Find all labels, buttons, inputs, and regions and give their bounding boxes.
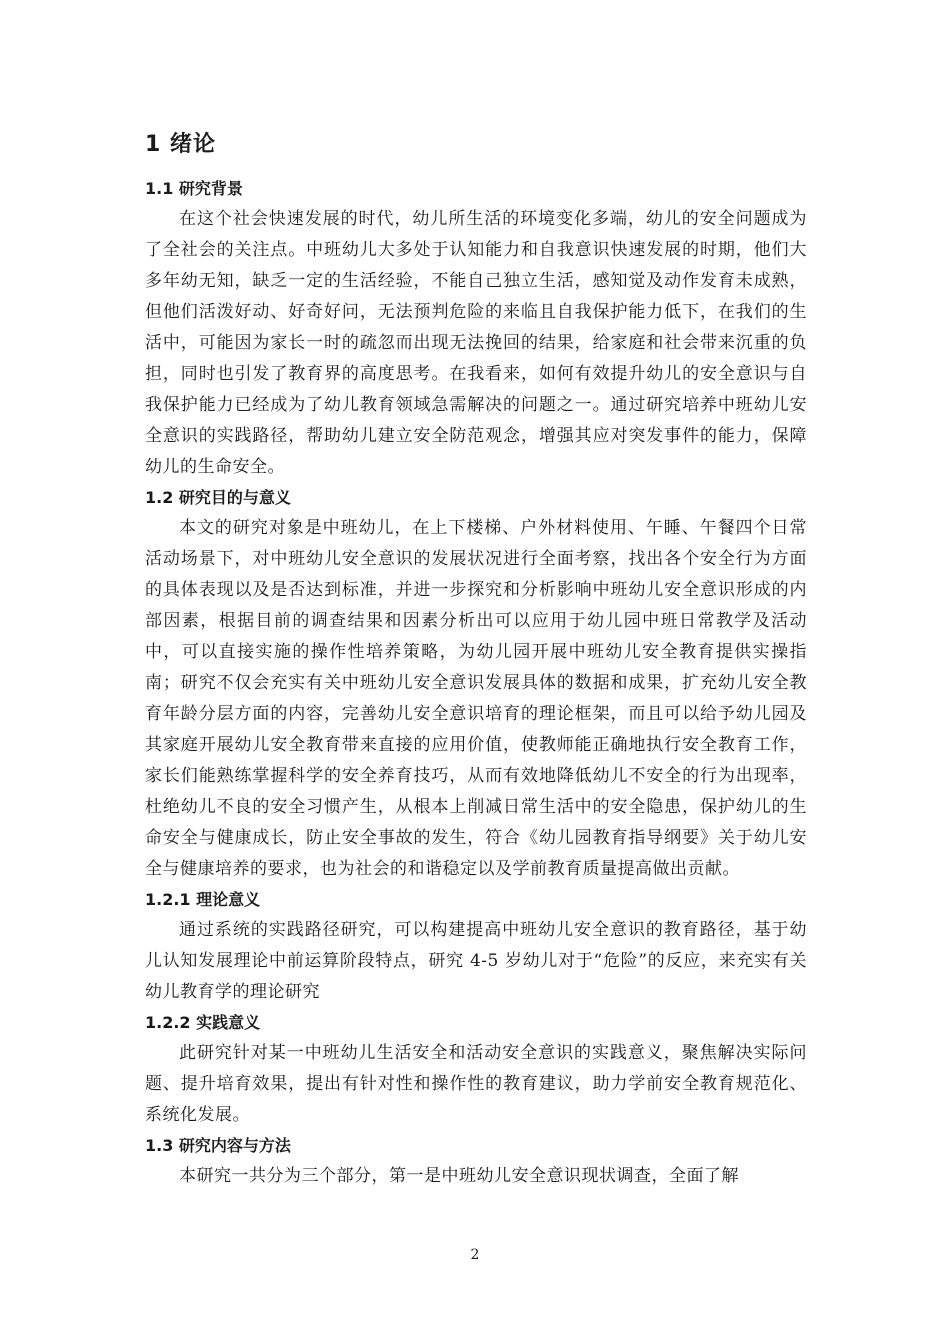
chapter-heading: 1 绪论 [145, 132, 216, 157]
paragraph-theoretical-significance: 通过系统的实践路径研究，可以构建提高中班幼儿安全意识的教育路径，基于幼儿认知发展理论中前运算阶段特点，研究 4-5 岁幼儿对于“危险”的反应，来充实有关幼儿教育学的理论研究 [145, 920, 807, 1002]
page-number: 2 [470, 1247, 480, 1263]
document-page [145, 120, 807, 1192]
paragraph-practical-significance: 此研究针对某一中班幼儿生活安全和活动安全意识的实践意义，聚焦解决实际问题、提升培育效果，提出有针对性和操作性的教育建议，助力学前安全教育规范化、系统化发展。 [145, 1043, 807, 1125]
paragraph-content-methods: 本研究一共分为三个部分，第一是中班幼儿安全意识现状调查，全面了解 [179, 1166, 739, 1186]
section-heading-1-2-2: 1.2.2 实践意义 [145, 1013, 261, 1032]
paragraph-research-background: 在这个社会快速发展的时代，幼儿所生活的环境变化多端，幼儿的安全问题成为了全社会的关注点。中班幼儿大多处于认知能力和自我意识快速发展的时期，他们大多年幼无知，缺乏一定的生活经验，不能自己独立生活，感知觉及动作发育未成熟，但他们活泼好动、好奇好问，无法预判危险的来临且自我保护能力低下，在我们的生活中，可能因为家长一时的疏忽而出现无法挽回的结果，给家庭和社会带来沉重的负担，同时也引发了教育界的高度思考。在我看来，如何有效提升幼儿的安全意识与自我保护能力已经成为了幼儿教育领域急需解决的问题之一。通过研究培养中班幼儿安全意识的实践路径，帮助幼儿建立安全防范观念，增强其应对突发事件的能力，保障幼儿的生命安全。 [145, 209, 807, 477]
section-heading-1-2-1: 1.2.1 理论意义 [145, 890, 261, 909]
section-heading-1-3: 1.3 研究内容与方法 [145, 1136, 291, 1155]
paragraph-purpose-significance: 本文的研究对象是中班幼儿，在上下楼梯、户外材料使用、午睡、午餐四个日常活动场景下，对中班幼儿安全意识的发展状况进行全面考察，找出各个安全行为方面的具体表现以及是否达到标准，并进一步探究和分析影响中班幼儿安全意识形成的内部因素，根据目前的调查结果和因素分析出可以应用于幼儿园中班日常教学及活动中，可以直接实施的操作性培养策略，为幼儿园开展中班幼儿安全教育提供实操指南；研究不仅会充实有关中班幼儿安全意识发展具体的数据和成果，扩充幼儿安全教育年龄分层方面的内容，完善幼儿安全意识培育的理论框架，而且可以给予幼儿园及其家庭开展幼儿安全教育带来直接的应用价值，使教师能正确地执行安全教育工作，家长们能熟练掌握科学的安全养育技巧，从而有效地降低幼儿不安全的行为出现率，杜绝幼儿不良的安全习惯产生，从根本上削减日常生活中的安全隐患，保护幼儿的生命安全与健康成长，防止安全事故的发生，符合《幼儿园教育指导纲要》关于幼儿安全与健康培养的要求，也为社会的和谐稳定以及学前教育质量提高做出贡献。 [145, 518, 807, 879]
section-heading-1-1: 1.1 研究背景 [145, 179, 243, 198]
section-heading-1-2: 1.2 研究目的与意义 [145, 488, 291, 507]
